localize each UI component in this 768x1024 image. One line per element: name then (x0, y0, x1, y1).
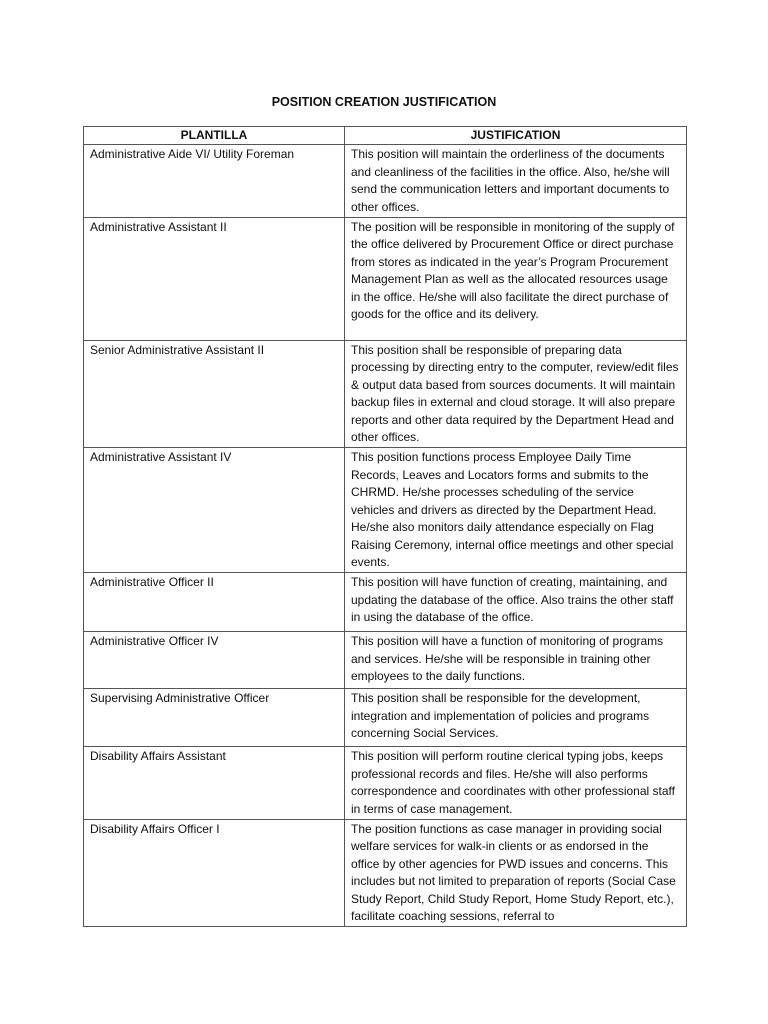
plantilla-cell: Disability Affairs Officer I (84, 819, 345, 926)
table-row (84, 145, 687, 218)
justification-cell: This position will have function of creating, maintaining, and updating the database of the office. Also trains the other staff in using the database of the office. (345, 573, 687, 632)
table-row (84, 632, 687, 689)
plantilla-cell: Supervising Administrative Officer (84, 689, 345, 747)
table-row (84, 218, 687, 341)
plantilla-cell: Administrative Assistant II (84, 218, 345, 341)
table-row (84, 341, 687, 448)
justification-cell: This position shall be responsible for the development, integration and implementation of policies and programs concerning Social Services. (345, 689, 687, 747)
plantilla-cell: Administrative Assistant IV (84, 448, 345, 573)
justification-cell: This position functions process Employee Daily Time Records, Leaves and Locators forms and submits to the CHRMD. He/she processes scheduling of the service vehicles and drivers as directed by the Department Head. He/she also monitors daily attendance especially on Flag Raising Ceremony, internal office meetings and other special events. (345, 448, 687, 573)
plantilla-cell: Administrative Officer IV (84, 632, 345, 689)
justification-table (83, 126, 687, 927)
table-row (84, 747, 687, 820)
justification-cell: The position functions as case manager in providing social welfare services for walk-in clients or as endorsed in the office by other agencies for PWD issues and concerns. This includes but not limited to preparation of reports (Social Case Study Report, Child Study Report, Home Study Report, etc.), facilitate coaching sessions, referral to (345, 819, 687, 926)
column-header-plantilla: PLANTILLA (84, 127, 345, 145)
justification-cell: This position will have a function of monitoring of programs and services. He/she will be responsible in training other employees to the daily functions. (345, 632, 687, 689)
column-header-justification: JUSTIFICATION (345, 127, 687, 145)
plantilla-cell: Administrative Aide VI/ Utility Foreman (84, 145, 345, 218)
table-row (84, 819, 687, 926)
justification-cell: This position shall be responsible of preparing data processing by directing entry to the computer, review/edit files & output data based from sources documents. It will maintain backup files in external and cloud storage. It will also prepare reports and other data required by the Department Head and other offices. (345, 341, 687, 448)
table-row (84, 689, 687, 747)
table-row (84, 573, 687, 632)
document-title: POSITION CREATION JUSTIFICATION (271, 95, 497, 109)
justification-cell: This position will maintain the orderliness of the documents and cleanliness of the facilities in the office. Also, he/she will send the communication letters and important documents to other offices. (345, 145, 687, 218)
justification-cell: This position will perform routine clerical typing jobs, keeps professional records and files. He/she will also performs correspondence and coordinates with other professional staff in terms of case management. (345, 747, 687, 820)
table-header-row (84, 127, 687, 145)
plantilla-cell: Disability Affairs Assistant (84, 747, 345, 820)
justification-cell: The position will be responsible in monitoring of the supply of the office delivered by Procurement Office or direct purchase from stores as indicated in the year’s Program Procurement Management Plan as well as the allocated resources usage in the office. He/she will also facilitate the direct purchase of goods for the office and its delivery. (345, 218, 687, 341)
plantilla-cell: Senior Administrative Assistant II (84, 341, 345, 448)
table-row (84, 448, 687, 573)
plantilla-cell: Administrative Officer II (84, 573, 345, 632)
